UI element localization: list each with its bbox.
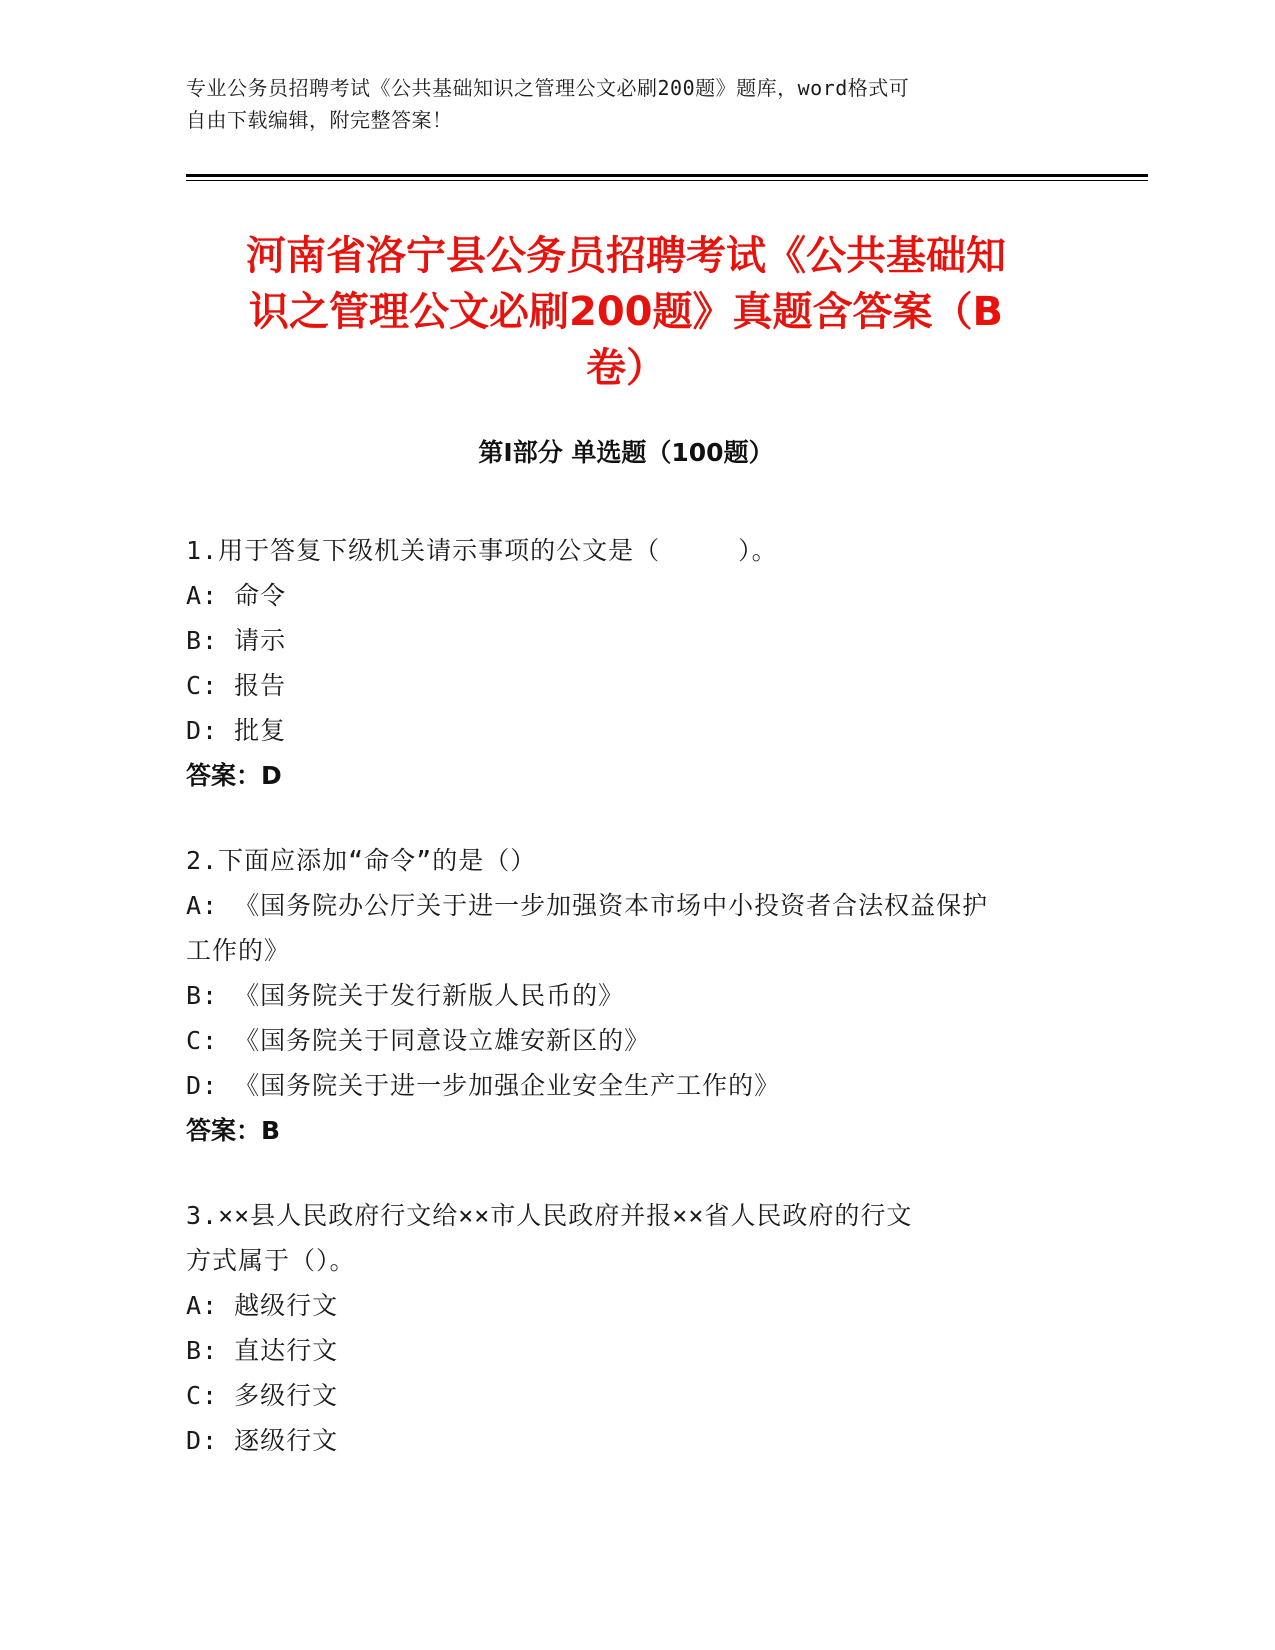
question-3 bbox=[186, 1193, 1066, 1463]
option-c: C: 《国务院关于同意设立雄安新区的》 bbox=[186, 1026, 651, 1055]
header-note-line: 自由下载编辑，附完整答案！ bbox=[186, 108, 453, 132]
option-a: A: 越级行文 bbox=[186, 1291, 339, 1320]
question-1 bbox=[186, 528, 1066, 798]
document-title bbox=[186, 228, 1066, 396]
question-stem: 3.××县人民政府行文给××市人民政府并报××省人民政府的行文 bbox=[186, 1201, 913, 1230]
question-stem-continuation: 方式属于（）。 bbox=[186, 1246, 356, 1275]
document-title-line: 识之管理公文必刷200题》真题含答案（B bbox=[249, 289, 1003, 335]
option-a-continuation: 工作的》 bbox=[186, 936, 291, 965]
option-d: D: 批复 bbox=[186, 716, 287, 745]
option-b: B: 《国务院关于发行新版人民币的》 bbox=[186, 981, 625, 1010]
header-divider-thick bbox=[186, 174, 1148, 177]
question-stem: 1.用于答复下级机关请示事项的公文是（ ）。 bbox=[186, 536, 778, 565]
document-title-line: 卷） bbox=[586, 345, 666, 391]
question-list bbox=[186, 528, 1066, 1503]
answer-label: 答案：D bbox=[186, 761, 282, 790]
option-b: B: 直达行文 bbox=[186, 1336, 339, 1365]
document-title-line: 河南省洛宁县公务员招聘考试《公共基础知 bbox=[246, 233, 1006, 279]
section-title: 第Ⅰ部分 单选题（100题） bbox=[478, 438, 774, 467]
option-c: C: 多级行文 bbox=[186, 1381, 339, 1410]
option-d: D: 逐级行文 bbox=[186, 1426, 339, 1455]
header-note bbox=[186, 72, 1086, 136]
question-2 bbox=[186, 838, 1066, 1153]
header-divider-thin bbox=[186, 180, 1148, 181]
option-d: D: 《国务院关于进一步加强企业安全生产工作的》 bbox=[186, 1071, 781, 1100]
option-b: B: 请示 bbox=[186, 626, 287, 655]
answer-label: 答案：B bbox=[186, 1116, 281, 1145]
option-a: A: 命令 bbox=[186, 581, 287, 610]
header-note-line: 专业公务员招聘考试《公共基础知识之管理公文必刷200题》题库，word格式可 bbox=[186, 76, 910, 100]
option-c: C: 报告 bbox=[186, 671, 287, 700]
option-a: A: 《国务院办公厅关于进一步加强资本市场中小投资者合法权益保护 bbox=[186, 891, 989, 920]
question-stem: 2.下面应添加“命令”的是（） bbox=[186, 846, 537, 875]
